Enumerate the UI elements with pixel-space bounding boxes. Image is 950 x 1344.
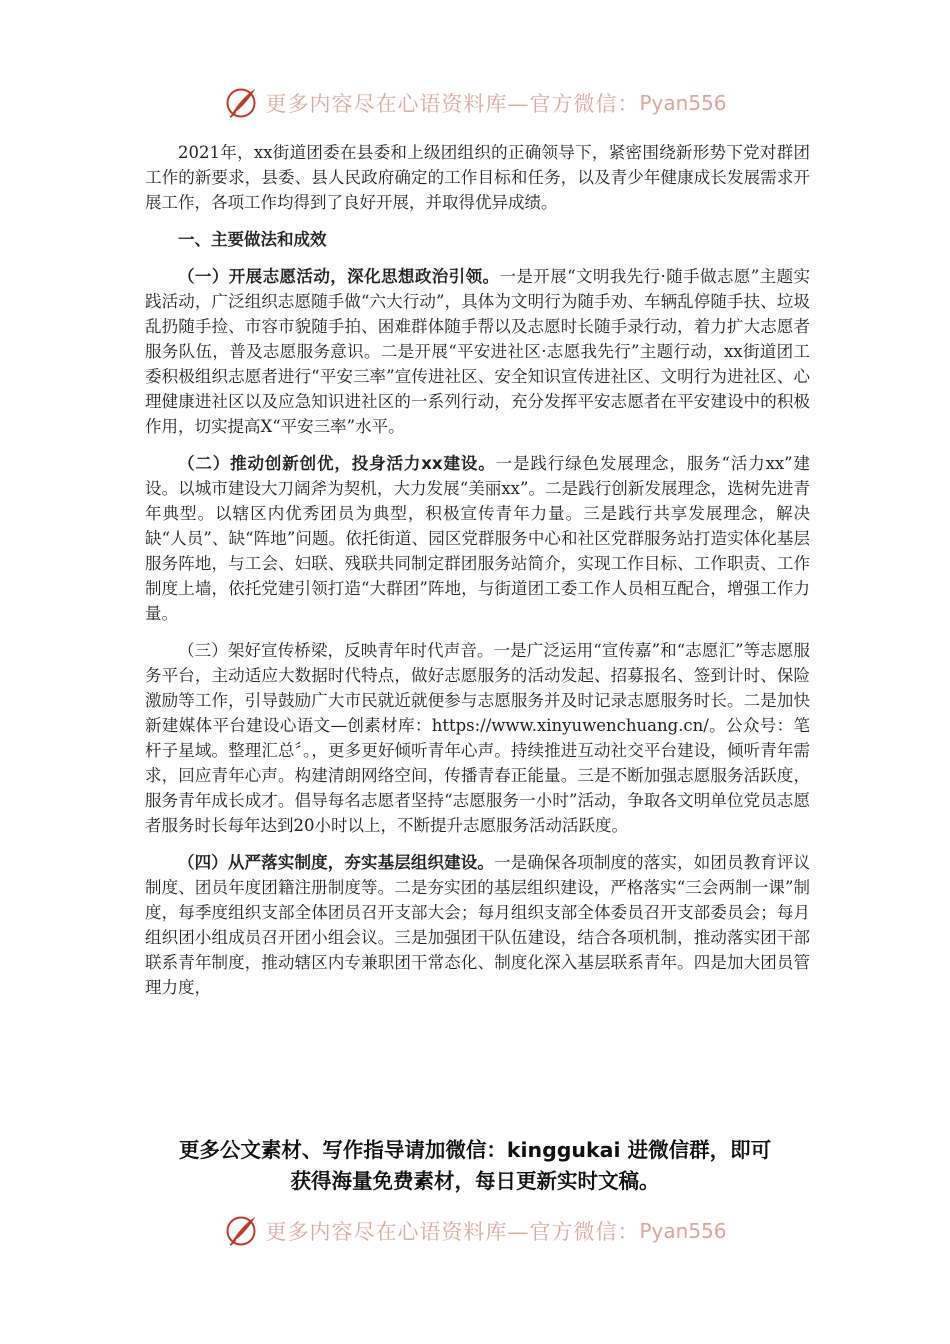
banner-wechat-id: Pyan556 [639, 1219, 727, 1243]
promo-text [100, 1135, 850, 1197]
paragraph-4-lead: （四）从严落实制度，夯实基层组织建设。 [178, 853, 495, 872]
quill-logo-icon [223, 85, 259, 121]
paragraph-3: （三）架好宣传桥梁，反映青年时代声音。一是广泛运用“宣传嘉”和“志愿汇”等志愿服务平台，主动适应大数据时代特点，做好志愿服务的活动发起、招募报名、签到计时、保险激励等工作，引导鼓励广大市民就近就便参与志愿服务并及时记录志愿服务时长。二是加快新建媒体平台建设心语文—创素材库：https://www.xinyuwenchuang.cn/。公众号：笔杆子星域。整理汇总〞。，更多更好倾听青年心声。持续推进互动社交平台建设，倾听青年需求，回应青年心声。构建清朗网络空间，传播青春正能量。三是不断加强志愿服务活跃度，服务青年成长成才。倡导每名志愿者坚持“志愿服务一小时”活动，争取各文明单位党员志愿者服务时长每年达到20小时以上，不断提升志愿服务活动活跃度。 [145, 641, 810, 835]
banner-text: 更多内容尽在心语资料库—官方微信： [265, 92, 640, 116]
banner-wechat-id: Pyan556 [639, 91, 727, 115]
footer-banner [0, 1206, 950, 1256]
promo-line-2: 获得海量免费素材，每日更新实时文稿。 [290, 1169, 660, 1193]
document-body [145, 140, 810, 1012]
paragraph-1-body: 一是开展“文明我先行·随手做志愿”主题实践活动，广泛组织志愿随手做“六大行动”，具体为文明行为随手劝、车辆乱停随手扶、垃圾乱扔随手捡、市容市貌随手拍、困难群体随手帮以及志愿时长随手录行动，着力扩大志愿者服务队伍，普及志愿服务意识。二是开展“平安进社区·志愿我先行”主题行动，xx街道团工委积极组织志愿者进行“平安三率”宣传进社区、安全知识宣传进社区、文明行为进社区、心理健康进社区以及应急知识进社区的一系列行动，充分发挥平安志愿者在平安建设中的积极作用，切实提高X“平安三率”水平。 [145, 267, 810, 436]
paragraph-2-body: 一是践行绿色发展理念，服务“活力xx”建设。以城市建设大刀阔斧为契机，大力发展“美丽xx”。二是践行创新发展理念，选树先进青年典型。以辖区内优秀团员为典型，积极宣传青年力量。三是践行共享发展理念，解决缺“人员”、缺“阵地”问题。依托街道、园区党群服务中心和社区党群服务站打造实体化基层服务阵地，与工会、妇联、残联共同制定群团服务站简介，实现工作目标、工作职责、工作制度上墙，依托党建引领打造“大群团”阵地，与街道团工委工作人员相互配合，增强工作力量。 [145, 454, 810, 623]
banner-text: 更多内容尽在心语资料库—官方微信： [265, 1220, 640, 1244]
quill-logo-icon [223, 1213, 259, 1249]
section-heading: 一、主要做法和成效 [178, 230, 327, 249]
paragraph-4 [145, 850, 810, 1000]
intro-paragraph: 2021年，xx街道团委在县委和上级团组织的正确领导下，紧密围绕新形势下党对群团工作的新要求，县委、县人民政府确定的工作目标和任务，以及青少年健康成长发展需求开展工作，各项工作均得到了良好开展，并取得优异成绩。 [145, 143, 810, 212]
paragraph-2-lead: （二）推动创新创优，投身活力xx建设。 [178, 454, 496, 473]
paragraph-2 [145, 451, 810, 626]
promo-line-1: 更多公文素材、写作指导请加微信：kinggukai 进微信群，即可 [178, 1138, 772, 1162]
paragraph-1-lead: （一）开展志愿活动，深化思想政治引领。 [178, 267, 500, 286]
paragraph-1 [145, 264, 810, 439]
paragraph-4-body: 一是确保各项制度的落实，如团员教育评议制度、团员年度团籍注册制度等。二是夯实团的基层组织建设，严格落实“三会两制一课”制度，每季度组织支部全体团员召开支部大会；每月组织支部全体委员召开支部委员会；每月组织团小组成员召开团小组会议。三是加强团干队伍建设，结合各项机制，推动落实团干部联系青年制度，推动辖区内专兼职团干常态化、制度化深入基层联系青年。四是加大团员管理力度， [145, 853, 811, 997]
header-banner [0, 78, 950, 128]
